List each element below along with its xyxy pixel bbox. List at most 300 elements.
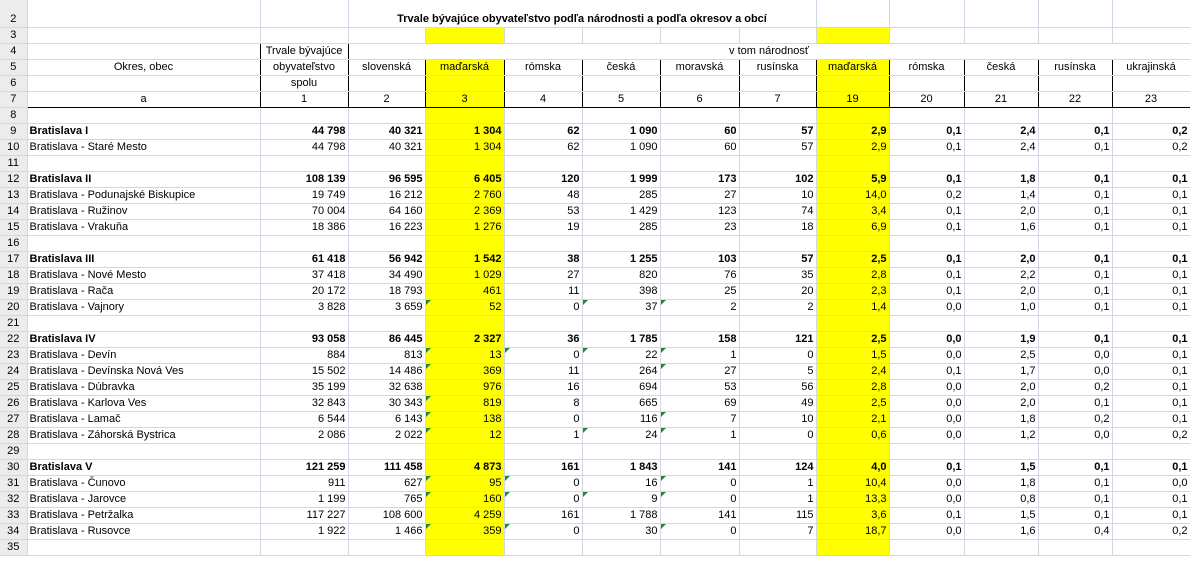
cell-value[interactable]: 103: [660, 251, 739, 267]
cell-value[interactable]: 0,1: [889, 267, 964, 283]
empty-cell[interactable]: [260, 539, 348, 555]
header-total-line3[interactable]: spolu: [260, 75, 348, 91]
cell-name[interactable]: Bratislava - Záhorská Bystrica: [27, 427, 260, 443]
cell-value[interactable]: 93 058: [260, 331, 348, 347]
cell-name[interactable]: Bratislava - Podunajské Biskupice: [27, 187, 260, 203]
empty-cell[interactable]: [504, 107, 582, 123]
cell-value[interactable]: 0,1: [1038, 139, 1112, 155]
cell-value[interactable]: 9: [582, 491, 660, 507]
cell-value[interactable]: 0,1: [1112, 491, 1190, 507]
empty-cell[interactable]: [425, 107, 504, 123]
cell-value[interactable]: 121 259: [260, 459, 348, 475]
col-number[interactable]: 19: [816, 91, 889, 107]
col-number[interactable]: 20: [889, 91, 964, 107]
row-header[interactable]: 20: [0, 299, 27, 315]
empty-cell[interactable]: [889, 539, 964, 555]
cell-value[interactable]: 141: [660, 459, 739, 475]
cell-value[interactable]: 0,0: [1038, 347, 1112, 363]
cell-value[interactable]: 0,1: [1112, 411, 1190, 427]
cell-value[interactable]: 27: [504, 267, 582, 283]
header-col[interactable]: moravská: [660, 59, 739, 75]
row-header[interactable]: 25: [0, 379, 27, 395]
cell-value[interactable]: 0,1: [1038, 123, 1112, 139]
empty-cell[interactable]: [27, 539, 260, 555]
cell-value[interactable]: 40 321: [348, 139, 425, 155]
cell-name[interactable]: Bratislava - Nové Mesto: [27, 267, 260, 283]
cell-value[interactable]: 2,5: [964, 347, 1038, 363]
cell-value[interactable]: 53: [660, 379, 739, 395]
cell-value[interactable]: 0,0: [889, 491, 964, 507]
cell-value[interactable]: 2: [739, 299, 816, 315]
cell-value[interactable]: 23: [660, 219, 739, 235]
row-header[interactable]: 18: [0, 267, 27, 283]
cell-name[interactable]: Bratislava - Petržalka: [27, 507, 260, 523]
empty-cell[interactable]: [964, 155, 1038, 171]
cell-value[interactable]: 0,1: [889, 507, 964, 523]
cell-value[interactable]: 0,1: [1038, 219, 1112, 235]
cell-value[interactable]: 2 369: [425, 203, 504, 219]
empty-cell[interactable]: [739, 315, 816, 331]
cell-value[interactable]: 0: [504, 523, 582, 539]
cell-value[interactable]: 2,4: [964, 123, 1038, 139]
cell-value[interactable]: 0,0: [889, 395, 964, 411]
cell-value[interactable]: 4 873: [425, 459, 504, 475]
empty-cell[interactable]: [1112, 539, 1190, 555]
cell-value[interactable]: 884: [260, 347, 348, 363]
cell-value[interactable]: 35 199: [260, 379, 348, 395]
cell-value[interactable]: 0,1: [1038, 251, 1112, 267]
row-header[interactable]: 5: [0, 59, 27, 75]
empty-cell[interactable]: [816, 235, 889, 251]
cell-value[interactable]: 30: [582, 523, 660, 539]
empty-cell[interactable]: [425, 539, 504, 555]
empty-cell[interactable]: [1112, 235, 1190, 251]
cell-value[interactable]: 161: [504, 459, 582, 475]
header-total-line1[interactable]: Trvale bývajúce: [260, 43, 348, 59]
cell-value[interactable]: 70 004: [260, 203, 348, 219]
sheet-title[interactable]: Trvale bývajúce obyvateľstvo podľa národnosti a podľa okresov a obcí: [348, 0, 816, 27]
row-header[interactable]: 33: [0, 507, 27, 523]
header-okres[interactable]: Okres, obec: [27, 59, 260, 75]
cell-value[interactable]: 2,2: [964, 267, 1038, 283]
cell-value[interactable]: 1,4: [816, 299, 889, 315]
cell-value[interactable]: 0,1: [1112, 251, 1190, 267]
cell-value[interactable]: 11: [504, 363, 582, 379]
cell-value[interactable]: 60: [660, 123, 739, 139]
cell-value[interactable]: 16: [582, 475, 660, 491]
header-col[interactable]: rómska: [504, 59, 582, 75]
empty-cell[interactable]: [260, 155, 348, 171]
cell-value[interactable]: 1: [660, 347, 739, 363]
cell-value[interactable]: 62: [504, 123, 582, 139]
empty-cell[interactable]: [1038, 155, 1112, 171]
empty-cell[interactable]: [582, 315, 660, 331]
cell-value[interactable]: 0,1: [1112, 459, 1190, 475]
cell-value[interactable]: 64 160: [348, 203, 425, 219]
cell-value[interactable]: 0,1: [1112, 171, 1190, 187]
cell-value[interactable]: 6 143: [348, 411, 425, 427]
cell-value[interactable]: 62: [504, 139, 582, 155]
cell-value[interactable]: 2 086: [260, 427, 348, 443]
cell-value[interactable]: 2,0: [964, 203, 1038, 219]
cell-value[interactable]: 38: [504, 251, 582, 267]
cell-value[interactable]: 0,1: [889, 219, 964, 235]
empty-cell[interactable]: [348, 235, 425, 251]
cell-value[interactable]: 285: [582, 187, 660, 203]
cell-value[interactable]: 1,6: [964, 523, 1038, 539]
header-col[interactable]: ukrajinská: [1112, 59, 1190, 75]
cell-name[interactable]: Bratislava - Rusovce: [27, 523, 260, 539]
cell-value[interactable]: 0,0: [1038, 363, 1112, 379]
cell-value[interactable]: 96 595: [348, 171, 425, 187]
cell-value[interactable]: 1 304: [425, 123, 504, 139]
cell-value[interactable]: 1 090: [582, 123, 660, 139]
row-header[interactable]: 19: [0, 283, 27, 299]
col-number[interactable]: 1: [260, 91, 348, 107]
empty-cell[interactable]: [504, 155, 582, 171]
cell-value[interactable]: 19: [504, 219, 582, 235]
row-header[interactable]: 35: [0, 539, 27, 555]
cell-value[interactable]: 108 139: [260, 171, 348, 187]
row-header[interactable]: 16: [0, 235, 27, 251]
empty-cell[interactable]: [348, 315, 425, 331]
cell-value[interactable]: 0,0: [889, 427, 964, 443]
empty-cell[interactable]: [889, 107, 964, 123]
empty-cell[interactable]: [660, 107, 739, 123]
cell-value[interactable]: 1: [660, 427, 739, 443]
cell-name[interactable]: Bratislava - Dúbravka: [27, 379, 260, 395]
row-header[interactable]: 12: [0, 171, 27, 187]
cell-value[interactable]: 7: [660, 411, 739, 427]
row-header[interactable]: 27: [0, 411, 27, 427]
empty-cell[interactable]: [739, 107, 816, 123]
empty-cell[interactable]: [425, 155, 504, 171]
empty-cell[interactable]: [660, 443, 739, 459]
cell-value[interactable]: 2,4: [816, 363, 889, 379]
row-header[interactable]: 11: [0, 155, 27, 171]
empty-cell[interactable]: [348, 443, 425, 459]
cell-value[interactable]: 0,1: [1112, 203, 1190, 219]
cell-value[interactable]: 2,4: [964, 139, 1038, 155]
cell-value[interactable]: 37: [582, 299, 660, 315]
cell-value[interactable]: 30 343: [348, 395, 425, 411]
empty-cell[interactable]: [816, 155, 889, 171]
empty-cell[interactable]: [425, 443, 504, 459]
cell-value[interactable]: 2 760: [425, 187, 504, 203]
cell-value[interactable]: 27: [660, 363, 739, 379]
cell-value[interactable]: 0,1: [1038, 171, 1112, 187]
cell-value[interactable]: 0,1: [1038, 283, 1112, 299]
cell-value[interactable]: 0,0: [1112, 475, 1190, 491]
cell-name[interactable]: Bratislava - Staré Mesto: [27, 139, 260, 155]
empty-cell[interactable]: [425, 235, 504, 251]
row-header[interactable]: 9: [0, 123, 27, 139]
cell-value[interactable]: 173: [660, 171, 739, 187]
cell-value[interactable]: 0,0: [889, 475, 964, 491]
col-number[interactable]: 21: [964, 91, 1038, 107]
empty-cell[interactable]: [260, 107, 348, 123]
cell-value[interactable]: 0,0: [889, 379, 964, 395]
cell-value[interactable]: 11: [504, 283, 582, 299]
cell-name[interactable]: Bratislava II: [27, 171, 260, 187]
cell-value[interactable]: 0,1: [889, 459, 964, 475]
cell-value[interactable]: 0,2: [1112, 123, 1190, 139]
cell-value[interactable]: 158: [660, 331, 739, 347]
cell-value[interactable]: 1,9: [964, 331, 1038, 347]
row-header[interactable]: 17: [0, 251, 27, 267]
cell-value[interactable]: 53: [504, 203, 582, 219]
cell-value[interactable]: 0,1: [1038, 331, 1112, 347]
cell-value[interactable]: 0,1: [1112, 363, 1190, 379]
empty-cell[interactable]: [816, 107, 889, 123]
empty-cell[interactable]: [964, 315, 1038, 331]
cell-value[interactable]: 0,0: [889, 523, 964, 539]
cell-value[interactable]: 1 429: [582, 203, 660, 219]
cell-value[interactable]: 0,1: [1112, 395, 1190, 411]
cell-value[interactable]: 0: [504, 411, 582, 427]
empty-cell[interactable]: [1038, 539, 1112, 555]
cell-value[interactable]: 1,5: [964, 459, 1038, 475]
cell-value[interactable]: 1 788: [582, 507, 660, 523]
cell-value[interactable]: 141: [660, 507, 739, 523]
cell-value[interactable]: 0,1: [889, 123, 964, 139]
cell-value[interactable]: 6 405: [425, 171, 504, 187]
empty-cell[interactable]: [260, 443, 348, 459]
cell-value[interactable]: 0,1: [1112, 187, 1190, 203]
cell-value[interactable]: 765: [348, 491, 425, 507]
cell-value[interactable]: 120: [504, 171, 582, 187]
cell-value[interactable]: 1: [739, 491, 816, 507]
cell-value[interactable]: 32 843: [260, 395, 348, 411]
empty-cell[interactable]: [739, 539, 816, 555]
cell-value[interactable]: 7: [739, 523, 816, 539]
cell-value[interactable]: 60: [660, 139, 739, 155]
cell-value[interactable]: 0,8: [964, 491, 1038, 507]
cell-value[interactable]: 1,4: [964, 187, 1038, 203]
cell-value[interactable]: 44 798: [260, 139, 348, 155]
cell-value[interactable]: 1 199: [260, 491, 348, 507]
cell-value[interactable]: 2,0: [964, 379, 1038, 395]
cell-value[interactable]: 0,2: [1112, 427, 1190, 443]
cell-name[interactable]: Bratislava - Rača: [27, 283, 260, 299]
empty-cell[interactable]: [889, 315, 964, 331]
cell-value[interactable]: 1 255: [582, 251, 660, 267]
empty-cell[interactable]: [582, 235, 660, 251]
cell-value[interactable]: 0,1: [889, 251, 964, 267]
cell-value[interactable]: 3 659: [348, 299, 425, 315]
cell-value[interactable]: 1,2: [964, 427, 1038, 443]
header-col[interactable]: rusínska: [739, 59, 816, 75]
empty-cell[interactable]: [348, 539, 425, 555]
cell-value[interactable]: 1 542: [425, 251, 504, 267]
cell-name[interactable]: Bratislava IV: [27, 331, 260, 347]
cell-value[interactable]: 95: [425, 475, 504, 491]
cell-value[interactable]: 2,9: [816, 123, 889, 139]
row-header[interactable]: 31: [0, 475, 27, 491]
cell-value[interactable]: 820: [582, 267, 660, 283]
row-header[interactable]: 10: [0, 139, 27, 155]
cell-value[interactable]: 1,5: [816, 347, 889, 363]
empty-cell[interactable]: [889, 155, 964, 171]
cell-name[interactable]: Bratislava - Ružinov: [27, 203, 260, 219]
row-header[interactable]: 28: [0, 427, 27, 443]
cell-name[interactable]: Bratislava V: [27, 459, 260, 475]
cell-value[interactable]: 1 276: [425, 219, 504, 235]
row-header[interactable]: 22: [0, 331, 27, 347]
empty-cell[interactable]: [1112, 107, 1190, 123]
cell-value[interactable]: 0,6: [816, 427, 889, 443]
cell-value[interactable]: 6 544: [260, 411, 348, 427]
cell-value[interactable]: 0: [739, 427, 816, 443]
cell-value[interactable]: 10: [739, 187, 816, 203]
cell-value[interactable]: 19 749: [260, 187, 348, 203]
col-number[interactable]: a: [27, 91, 260, 107]
empty-cell[interactable]: [816, 443, 889, 459]
empty-cell[interactable]: [504, 539, 582, 555]
col-number[interactable]: 6: [660, 91, 739, 107]
cell-value[interactable]: 1,5: [964, 507, 1038, 523]
cell-value[interactable]: 32 638: [348, 379, 425, 395]
cell-value[interactable]: 8: [504, 395, 582, 411]
empty-cell[interactable]: [504, 443, 582, 459]
empty-cell[interactable]: [816, 315, 889, 331]
empty-cell[interactable]: [504, 235, 582, 251]
cell-value[interactable]: 461: [425, 283, 504, 299]
cell-value[interactable]: 1 843: [582, 459, 660, 475]
cell-value[interactable]: 0: [504, 491, 582, 507]
cell-value[interactable]: 57: [739, 139, 816, 155]
cell-value[interactable]: 0: [660, 491, 739, 507]
cell-value[interactable]: 44 798: [260, 123, 348, 139]
cell-value[interactable]: 0,1: [1112, 219, 1190, 235]
cell-value[interactable]: 0,2: [1112, 523, 1190, 539]
empty-cell[interactable]: [1038, 235, 1112, 251]
cell-value[interactable]: 4,0: [816, 459, 889, 475]
cell-value[interactable]: 0,0: [889, 411, 964, 427]
col-number[interactable]: 2: [348, 91, 425, 107]
cell-value[interactable]: 0,1: [889, 363, 964, 379]
cell-value[interactable]: 627: [348, 475, 425, 491]
row-header[interactable]: 13: [0, 187, 27, 203]
row-header[interactable]: 15: [0, 219, 27, 235]
cell-value[interactable]: 0,1: [1112, 379, 1190, 395]
cell-value[interactable]: 0: [739, 347, 816, 363]
cell-value[interactable]: 12: [425, 427, 504, 443]
empty-cell[interactable]: [1112, 155, 1190, 171]
cell-value[interactable]: 2,3: [816, 283, 889, 299]
cell-name[interactable]: Bratislava - Lamač: [27, 411, 260, 427]
cell-value[interactable]: 4 259: [425, 507, 504, 523]
row-header[interactable]: 7: [0, 91, 27, 107]
cell-value[interactable]: 74: [739, 203, 816, 219]
cell-value[interactable]: 0,0: [1038, 427, 1112, 443]
cell-value[interactable]: 138: [425, 411, 504, 427]
cell-value[interactable]: 18 386: [260, 219, 348, 235]
col-number[interactable]: 23: [1112, 91, 1190, 107]
cell-value[interactable]: 52: [425, 299, 504, 315]
cell-value[interactable]: 0,0: [889, 347, 964, 363]
row-header[interactable]: 23: [0, 347, 27, 363]
cell-value[interactable]: 1,0: [964, 299, 1038, 315]
cell-value[interactable]: 0: [504, 347, 582, 363]
cell-value[interactable]: 2,8: [816, 379, 889, 395]
cell-value[interactable]: 2,0: [964, 251, 1038, 267]
cell-value[interactable]: 0,1: [1112, 299, 1190, 315]
cell-value[interactable]: 1 466: [348, 523, 425, 539]
header-col[interactable]: maďarská: [816, 59, 889, 75]
col-number[interactable]: 4: [504, 91, 582, 107]
cell-value[interactable]: 57: [739, 123, 816, 139]
empty-cell[interactable]: [582, 155, 660, 171]
cell-value[interactable]: 37 418: [260, 267, 348, 283]
header-col[interactable]: česká: [964, 59, 1038, 75]
cell-value[interactable]: 0,0: [889, 299, 964, 315]
empty-cell[interactable]: [660, 539, 739, 555]
cell-value[interactable]: 398: [582, 283, 660, 299]
col-number[interactable]: 3: [425, 91, 504, 107]
row-header[interactable]: 26: [0, 395, 27, 411]
cell-value[interactable]: 56 942: [348, 251, 425, 267]
cell-value[interactable]: 1,6: [964, 219, 1038, 235]
cell-value[interactable]: 1 090: [582, 139, 660, 155]
cell-value[interactable]: 0,1: [1038, 267, 1112, 283]
empty-cell[interactable]: [739, 443, 816, 459]
header-col[interactable]: rusínska: [1038, 59, 1112, 75]
cell-value[interactable]: 76: [660, 267, 739, 283]
cell-value[interactable]: 69: [660, 395, 739, 411]
empty-cell[interactable]: [660, 315, 739, 331]
row-header[interactable]: 14: [0, 203, 27, 219]
cell-value[interactable]: 359: [425, 523, 504, 539]
cell-value[interactable]: 161: [504, 507, 582, 523]
cell-value[interactable]: 5,9: [816, 171, 889, 187]
cell-value[interactable]: 20: [739, 283, 816, 299]
cell-name[interactable]: Bratislava - Karlova Ves: [27, 395, 260, 411]
cell-name[interactable]: Bratislava - Čunovo: [27, 475, 260, 491]
cell-value[interactable]: 1,8: [964, 411, 1038, 427]
cell-value[interactable]: 18: [739, 219, 816, 235]
row-header[interactable]: 21: [0, 315, 27, 331]
cell-value[interactable]: 102: [739, 171, 816, 187]
empty-cell[interactable]: [27, 107, 260, 123]
cell-value[interactable]: 22: [582, 347, 660, 363]
cell-value[interactable]: 0,1: [1112, 283, 1190, 299]
row-header[interactable]: 29: [0, 443, 27, 459]
empty-cell[interactable]: [27, 443, 260, 459]
cell-value[interactable]: 264: [582, 363, 660, 379]
empty-cell[interactable]: [27, 315, 260, 331]
cell-value[interactable]: 1 999: [582, 171, 660, 187]
cell-value[interactable]: 976: [425, 379, 504, 395]
cell-name[interactable]: Bratislava - Devín: [27, 347, 260, 363]
header-total-line2[interactable]: obyvateľstvo: [260, 59, 348, 75]
row-header[interactable]: 8: [0, 107, 27, 123]
col-number[interactable]: 5: [582, 91, 660, 107]
cell-value[interactable]: 27: [660, 187, 739, 203]
cell-value[interactable]: 0: [660, 475, 739, 491]
empty-cell[interactable]: [1038, 443, 1112, 459]
cell-value[interactable]: 2,5: [816, 331, 889, 347]
cell-value[interactable]: 3,6: [816, 507, 889, 523]
empty-cell[interactable]: [1038, 315, 1112, 331]
cell-value[interactable]: 111 458: [348, 459, 425, 475]
empty-cell[interactable]: [660, 235, 739, 251]
cell-value[interactable]: 1: [739, 475, 816, 491]
cell-value[interactable]: 34 490: [348, 267, 425, 283]
cell-value[interactable]: 35: [739, 267, 816, 283]
cell-value[interactable]: 14 486: [348, 363, 425, 379]
cell-value[interactable]: 0,1: [1038, 459, 1112, 475]
